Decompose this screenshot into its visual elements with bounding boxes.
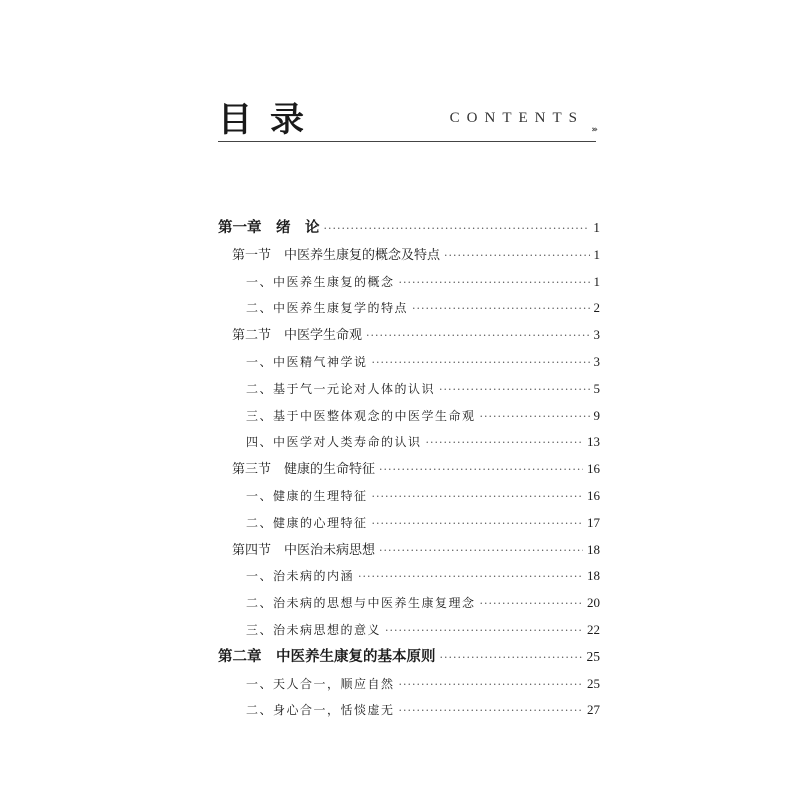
toc-item-row[interactable] xyxy=(218,429,600,456)
toc-page-number: 17 xyxy=(587,514,600,530)
toc-page-number: 2 xyxy=(593,300,600,316)
toc-item-row[interactable] xyxy=(218,617,600,644)
dot-leader xyxy=(412,296,589,322)
header-rule xyxy=(218,141,596,142)
chevron-right-icon: ››› xyxy=(591,125,596,135)
toc-entry-label: 第一节 中医养生康复的概念及特点 xyxy=(232,247,441,263)
toc-entry-label: 一、中医养生康复的概念 xyxy=(246,274,395,289)
toc-entry-label: 第一章 绪 论 xyxy=(218,220,320,236)
toc-entry-label: 一、天人合一，顺应自然 xyxy=(246,676,395,691)
dot-leader xyxy=(399,672,583,698)
toc-section-row[interactable] xyxy=(218,456,600,483)
dot-leader xyxy=(372,484,583,510)
toc-page-number: 5 xyxy=(593,380,600,396)
toc-page-number: 9 xyxy=(593,407,600,423)
dot-leader xyxy=(480,404,590,430)
toc-item-row[interactable] xyxy=(218,697,600,724)
dot-leader xyxy=(366,323,589,349)
toc-page-number: 16 xyxy=(587,487,600,503)
toc-page-number: 22 xyxy=(587,621,600,637)
toc-entry-label: 第三节 健康的生命特征 xyxy=(232,462,376,478)
dot-leader xyxy=(372,350,590,376)
toc-page-number: 1 xyxy=(593,273,600,289)
toc-page-number: 18 xyxy=(587,568,600,584)
toc-page-number: 13 xyxy=(587,434,600,450)
toc-item-row[interactable] xyxy=(218,295,600,322)
toc-item-row[interactable] xyxy=(218,269,600,296)
toc-chapter-row[interactable] xyxy=(218,644,600,671)
toc-entry-label: 一、健康的生理特征 xyxy=(246,488,368,503)
table-of-contents xyxy=(218,215,600,724)
dot-leader xyxy=(399,270,590,296)
dot-leader xyxy=(379,538,583,564)
toc-entry-label: 二、健康的心理特征 xyxy=(246,515,368,530)
toc-page-number: 20 xyxy=(587,595,600,611)
toc-item-row[interactable] xyxy=(218,349,600,376)
toc-section-row[interactable] xyxy=(218,537,600,564)
contents-subtitle: CONTENTS xyxy=(449,110,584,126)
toc-entry-label: 第四节 中医治未病思想 xyxy=(232,542,376,558)
toc-page-number: 1 xyxy=(593,220,600,235)
toc-entry-label: 一、治未病的内涵 xyxy=(246,569,355,584)
dot-leader xyxy=(444,243,589,269)
toc-page-number: 18 xyxy=(587,541,600,557)
toc-entry-label: 二、基于气一元论对人体的认识 xyxy=(246,381,436,396)
toc-entry-label: 二、中医养生康复学的特点 xyxy=(246,301,409,316)
dot-leader xyxy=(426,430,583,456)
toc-section-row[interactable] xyxy=(218,322,600,349)
dot-leader xyxy=(440,645,583,671)
toc-page-number: 16 xyxy=(587,461,600,477)
toc-item-row[interactable] xyxy=(218,563,600,590)
toc-item-row[interactable] xyxy=(218,483,600,510)
dot-leader xyxy=(358,564,583,590)
dot-leader xyxy=(372,511,583,537)
toc-item-row[interactable] xyxy=(218,590,600,617)
toc-page-number: 3 xyxy=(593,327,600,343)
toc-entry-label: 三、治未病思想的意义 xyxy=(246,622,382,637)
toc-entry-label: 一、中医精气神学说 xyxy=(246,354,368,369)
toc-page-number: 3 xyxy=(593,353,600,369)
toc-entry-label: 四、中医学对人类寿命的认识 xyxy=(246,435,422,450)
dot-leader xyxy=(324,216,590,242)
toc-chapter-row[interactable] xyxy=(218,215,600,242)
page-title: 目录 xyxy=(218,100,322,140)
toc-page-number: 25 xyxy=(587,675,600,691)
dot-leader xyxy=(480,591,583,617)
toc-section-row[interactable] xyxy=(218,242,600,269)
toc-entry-label: 二、治未病的思想与中医养生康复理念 xyxy=(246,596,476,611)
toc-page-number: 1 xyxy=(593,246,600,262)
dot-leader xyxy=(439,377,589,403)
contents-header xyxy=(218,100,596,144)
toc-item-row[interactable] xyxy=(218,376,600,403)
toc-entry-label: 第二章 中医养生康复的基本原则 xyxy=(218,648,436,665)
dot-leader xyxy=(385,618,583,644)
toc-page-number: 27 xyxy=(587,702,600,718)
toc-entry-label: 三、基于中医整体观念的中医学生命观 xyxy=(246,408,476,423)
toc-entry-label: 二、身心合一，恬惔虚无 xyxy=(246,703,395,718)
toc-page-number: 25 xyxy=(586,648,600,664)
toc-item-row[interactable] xyxy=(218,671,600,698)
dot-leader xyxy=(379,457,583,483)
dot-leader xyxy=(399,698,583,724)
toc-item-row[interactable] xyxy=(218,403,600,430)
toc-item-row[interactable] xyxy=(218,510,600,537)
toc-entry-label: 第二节 中医学生命观 xyxy=(232,328,363,344)
